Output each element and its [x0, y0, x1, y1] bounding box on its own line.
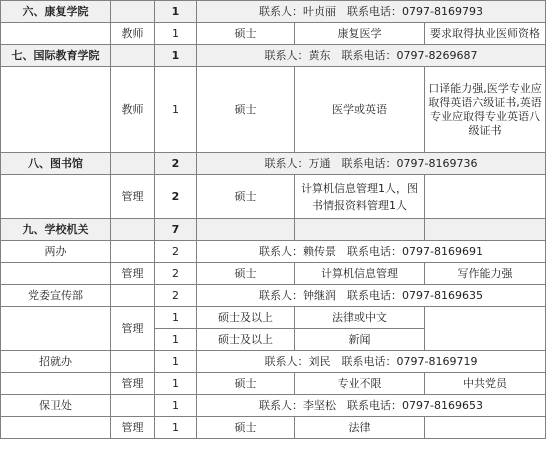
section-total: 1 [155, 45, 197, 67]
empty-cell [111, 285, 155, 307]
empty-cell [111, 241, 155, 263]
degree-cell: 硕士 [197, 263, 295, 285]
empty-cell [1, 307, 111, 351]
section-title: 八、图书馆 [1, 153, 111, 175]
major-cell: 康复医学 [295, 23, 425, 45]
unit-name: 招就办 [1, 351, 111, 373]
empty-cell [1, 175, 111, 219]
empty-cell [1, 23, 111, 45]
position-cell: 管理 [111, 307, 155, 351]
section-title: 九、学校机关 [1, 219, 111, 241]
empty-cell [1, 263, 111, 285]
table-row [1, 263, 546, 285]
position-cell: 管理 [111, 263, 155, 285]
empty-cell [1, 417, 111, 439]
empty-cell [295, 219, 425, 241]
degree-cell: 硕士 [197, 373, 295, 395]
position-cell: 管理 [111, 373, 155, 395]
section-title: 六、康复学院 [1, 1, 111, 23]
empty-cell [425, 219, 546, 241]
count-cell: 1 [155, 307, 197, 329]
degree-cell: 硕士及以上 [197, 329, 295, 351]
table-row [1, 67, 546, 153]
count-cell: 1 [155, 67, 197, 153]
degree-cell: 硕士 [197, 67, 295, 153]
empty-cell [1, 373, 111, 395]
table-row [1, 417, 546, 439]
table-row [1, 23, 546, 45]
count-cell: 2 [155, 175, 197, 219]
empty-cell [197, 219, 295, 241]
degree-cell: 硕士 [197, 23, 295, 45]
position-cell: 教师 [111, 23, 155, 45]
unit-count: 2 [155, 285, 197, 307]
unit-header-row [1, 395, 546, 417]
position-cell: 教师 [111, 67, 155, 153]
major-cell: 计算机信息管理1人，图书情报资料管理1人 [295, 175, 425, 219]
major-cell: 法律 [295, 417, 425, 439]
position-cell: 管理 [111, 175, 155, 219]
contact-info: 联系人：万通 联系电话：0797-8169736 [197, 153, 546, 175]
section-title: 七、国际教育学院 [1, 45, 111, 67]
other-requirement-cell: 口译能力强,医学专业应取得英语六级证书,英语专业应取得专业英语八级证书 [425, 67, 546, 153]
degree-cell: 硕士 [197, 175, 295, 219]
count-cell: 2 [155, 263, 197, 285]
unit-header-row [1, 351, 546, 373]
major-cell: 新闻 [295, 329, 425, 351]
count-cell: 1 [155, 417, 197, 439]
degree-cell: 硕士 [197, 417, 295, 439]
table-row [1, 307, 546, 329]
unit-count: 2 [155, 241, 197, 263]
empty-cell [111, 395, 155, 417]
section-header-row [1, 153, 546, 175]
contact-info: 联系人：刘民 联系电话：0797-8169719 [197, 351, 546, 373]
other-requirement-cell: 中共党员 [425, 373, 546, 395]
empty-cell [1, 67, 111, 153]
contact-info: 联系人：李坚松 联系电话：0797-8169653 [197, 395, 546, 417]
unit-header-row [1, 241, 546, 263]
count-cell: 1 [155, 373, 197, 395]
unit-name: 党委宣传部 [1, 285, 111, 307]
section-header-row [1, 219, 546, 241]
empty-cell [111, 351, 155, 373]
count-cell: 1 [155, 23, 197, 45]
other-requirement-cell: 写作能力强 [425, 263, 546, 285]
section-header-row [1, 45, 546, 67]
major-cell: 法律或中文 [295, 307, 425, 329]
major-cell: 计算机信息管理 [295, 263, 425, 285]
empty-cell [111, 153, 155, 175]
table-row [1, 175, 546, 219]
empty-cell [111, 219, 155, 241]
major-cell: 专业不限 [295, 373, 425, 395]
contact-info: 联系人：黄东 联系电话：0797-8269687 [197, 45, 546, 67]
unit-count: 1 [155, 395, 197, 417]
degree-cell: 硕士及以上 [197, 307, 295, 329]
empty-cell [111, 1, 155, 23]
unit-name: 保卫处 [1, 395, 111, 417]
section-header-row [1, 1, 546, 23]
empty-cell [111, 45, 155, 67]
other-requirement-cell [425, 175, 546, 219]
other-requirement-cell [425, 307, 546, 351]
section-total: 1 [155, 1, 197, 23]
unit-count: 1 [155, 351, 197, 373]
section-total: 2 [155, 153, 197, 175]
other-requirement-cell [425, 417, 546, 439]
other-requirement-cell: 要求取得执业医师资格 [425, 23, 546, 45]
major-cell: 医学或英语 [295, 67, 425, 153]
contact-info: 联系人：赖传景 联系电话：0797-8169691 [197, 241, 546, 263]
contact-info: 联系人：钟继润 联系电话：0797-8169635 [197, 285, 546, 307]
unit-header-row [1, 285, 546, 307]
table-row [1, 373, 546, 395]
count-cell: 1 [155, 329, 197, 351]
position-cell: 管理 [111, 417, 155, 439]
contact-info: 联系人：叶贞丽 联系电话：0797-8169793 [197, 1, 546, 23]
unit-name: 两办 [1, 241, 111, 263]
section-total: 7 [155, 219, 197, 241]
